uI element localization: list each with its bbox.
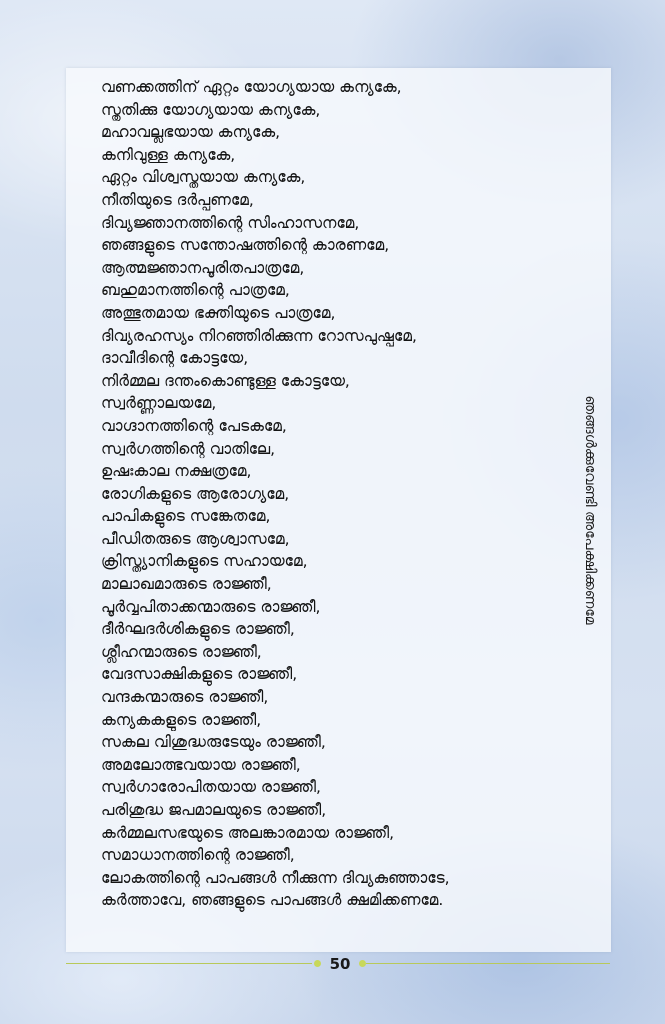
litany-line: അമലോത്ഭവയായ രാജ്ഞീ, <box>101 755 301 774</box>
litany-line: സകല വിശുദ്ധരുടേയും രാജ്ഞീ, <box>101 733 326 752</box>
litany-line: ഉഷഃകാല നക്ഷത്രമേ, <box>101 462 252 481</box>
footer-dot-left <box>314 960 321 967</box>
litany-line: ലോകത്തിന്റെ പാപങ്ങൾ നീക്കുന്ന ദിവ്യകുഞ്ഞാടേ, <box>101 868 450 887</box>
litany-line: രോഗികളുടെ ആരോഗ്യമേ, <box>101 484 290 503</box>
litany-line: സമാധാനത്തിന്റെ രാജ്ഞീ, <box>101 846 295 865</box>
litany-line: ദിവ്യരഹസ്യം നിറഞ്ഞിരിക്കുന്ന റോസപുഷ്പമേ, <box>101 326 417 345</box>
litany-line: സ്വർഗാരോപിതയായ രാജ്ഞീ, <box>101 778 321 797</box>
litany-line: മാലാഖമാരുടെ രാജ്ഞീ, <box>101 575 272 594</box>
litany-line: പാപികളുടെ സങ്കേതമേ, <box>101 507 271 526</box>
litany-line: ക്രിസ്ത്യാനികളുടെ സഹായമേ, <box>101 552 308 571</box>
litany-line: നീതിയുടെ ദർപ്പണമേ, <box>101 190 254 209</box>
footer-rule-left <box>66 963 312 964</box>
litany-line: കർമ്മലസഭയുടെ അലങ്കാരമായ രാജ്ഞീ, <box>101 823 395 842</box>
litany-line: വന്ദകന്മാരുടെ രാജ്ഞീ, <box>101 688 269 707</box>
litany-line: ഏറ്റം വിശ്വസ്തയായ കന്യകേ, <box>101 168 306 187</box>
litany-line: നിർമ്മല ദന്തംകൊണ്ടുള്ള കോട്ടയേ, <box>101 371 350 390</box>
litany-line: അത്ഭുതമായ ഭക്തിയുടെ പാത്രമേ, <box>101 303 336 322</box>
litany-line: കനിവുള്ള കന്യകേ, <box>101 145 236 164</box>
litany-line: ദാവീദിന്റെ കോട്ടയേ, <box>101 349 249 368</box>
vertical-refrain-title: ഞങ്ങൾക്കുവേണ്ടി അപേക്ഷിക്കണമേ <box>582 395 598 625</box>
footer-rule-right <box>366 963 610 964</box>
page-number: 50 <box>329 955 351 973</box>
litany-line: ആത്മജ്ഞാനപൂരിതപാത്രമേ, <box>101 258 305 277</box>
litany-line: മഹാവല്ലഭയായ കന്യകേ, <box>101 123 281 142</box>
litany-line: ദിവ്യജ്ഞാനത്തിന്റെ സിംഹാസനമേ, <box>101 213 360 232</box>
litany-line: ഞങ്ങളുടെ സന്തോഷത്തിന്റെ കാരണമേ, <box>101 236 390 255</box>
litany-line: ബഹുമാനത്തിന്റെ പാത്രമേ, <box>101 281 290 300</box>
litany-line: സ്വർണ്ണാലയമേ, <box>101 394 217 413</box>
litany-text <box>101 76 541 912</box>
litany-line: ശ്ലീഹന്മാരുടെ രാജ്ഞീ, <box>101 642 262 661</box>
litany-line: പൂർവ്വപിതാക്കന്മാരുടെ രാജ്ഞീ, <box>101 597 321 616</box>
footer-dot-right <box>359 960 366 967</box>
litany-line: ദീർഘദർശികളുടെ രാജ്ഞീ, <box>101 620 295 639</box>
litany-line: സ്വർഗത്തിന്റെ വാതിലേ, <box>101 439 276 458</box>
litany-line: പരിശുദ്ധ ജപമാലയുടെ രാജ്ഞീ, <box>101 801 327 819</box>
litany-line: പീഡിതരുടെ ആശ്വാസമേ, <box>101 529 290 548</box>
litany-line: വണക്കത്തിന് ഏറ്റം യോഗ്യയായ കന്യകേ, <box>101 78 402 96</box>
litany-line: കന്യകകളുടെ രാജ്ഞീ, <box>101 710 262 729</box>
litany-line: കർത്താവേ, ഞങ്ങളുടെ പാപങ്ങൾ ക്ഷമിക്കണമേ. <box>101 891 444 910</box>
litany-line: വേദസാക്ഷികളുടെ രാജ്ഞീ, <box>101 665 298 684</box>
litany-line: വാഗ്ദാനത്തിന്റെ പേടകമേ, <box>101 416 287 435</box>
litany-line: സ്തുതിക്കു യോഗ്യയായ കന്യകേ, <box>101 100 321 119</box>
